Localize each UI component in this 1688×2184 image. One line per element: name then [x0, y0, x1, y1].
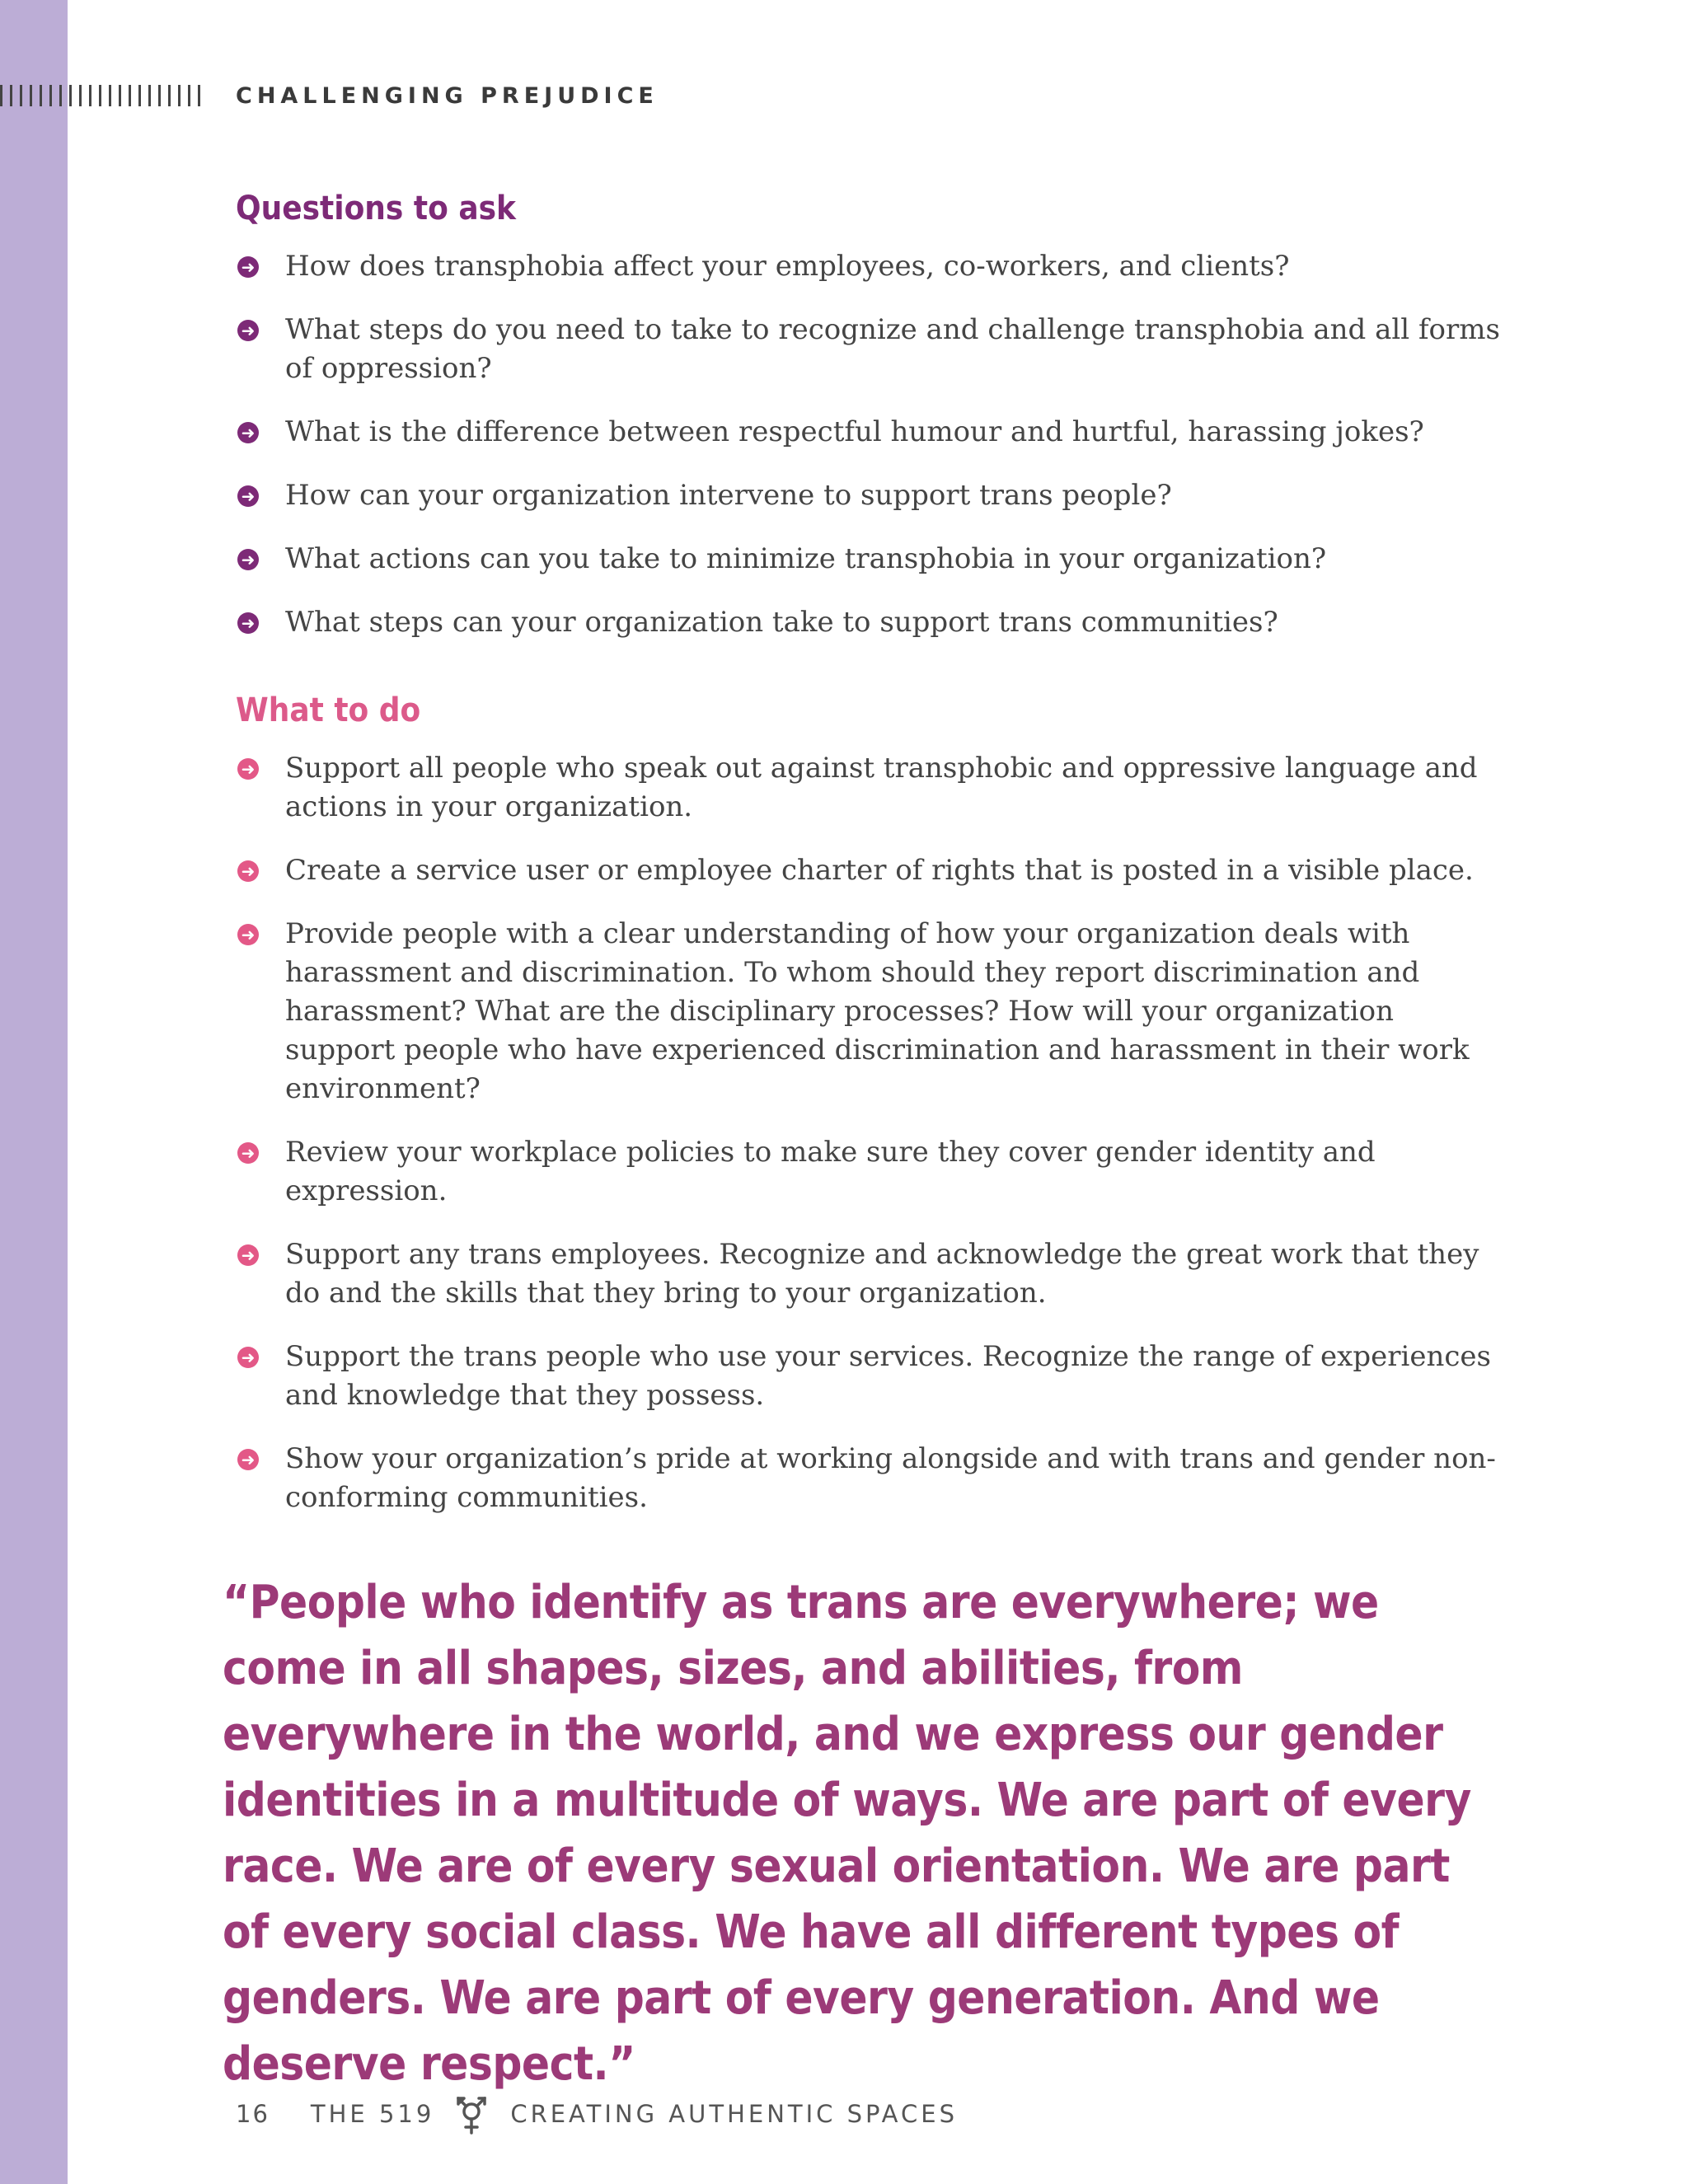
list-item: ➜ Show your organization’s pride at working alongside and with trans and gender non-conforming communities. [236, 1440, 1505, 1517]
running-header [0, 79, 659, 112]
decorative-side-bar [0, 0, 68, 2184]
arrow-circle-icon: ➜ [237, 1347, 259, 1368]
arrow-circle-icon: ➜ [237, 1142, 259, 1164]
page-number: 16 [236, 2100, 270, 2128]
arrow-circle-icon: ➜ [237, 1244, 259, 1266]
main-content [236, 190, 1505, 1542]
list-item: ➜ Provide people with a clear understanding of how your organization deals with harassment and discrimination. To whom should they report discrimination and harassment? What are the disciplinary processes? How will your organization support people who have experienced discrimination and harassment in their work environment? [236, 915, 1505, 1108]
arrow-circle-icon: ➜ [237, 1449, 259, 1470]
arrow-circle-icon: ➜ [237, 256, 259, 278]
list-item: ➜ Review your workplace policies to make sure they cover gender identity and expression. [236, 1133, 1505, 1211]
list-item: ➜ Create a service user or employee charter of rights that is posted in a visible place. [236, 851, 1505, 890]
list-item: ➜ Support the trans people who use your services. Recognize the range of experiences and knowledge that they possess. [236, 1338, 1505, 1415]
questions-heading: Questions to ask [236, 190, 516, 227]
list-item: ➜ How does transphobia affect your employees, co-workers, and clients? [236, 247, 1505, 286]
list-item: ➜ How can your organization intervene to support trans people? [236, 476, 1505, 515]
list-item: ➜ What is the difference between respectful humour and hurtful, harassing jokes? [236, 413, 1505, 452]
page-footer [236, 2092, 958, 2136]
list-item: ➜ What steps can your organization take to support trans communities? [236, 603, 1505, 642]
transgender-symbol-icon [452, 2092, 490, 2136]
what-to-do-heading: What to do [236, 691, 421, 729]
publication-title: CREATING AUTHENTIC SPACES [510, 2100, 958, 2128]
arrow-circle-icon: ➜ [237, 860, 259, 882]
arrow-circle-icon: ➜ [237, 549, 259, 570]
list-item: ➜ Support all people who speak out against transphobic and oppressive language and actions in your organization. [236, 749, 1505, 827]
list-item: ➜ What actions can you take to minimize transphobia in your organization? [236, 540, 1505, 579]
list-item: ➜ Support any trans employees. Recognize and acknowledge the great work that they do and the skills that they bring to your organization. [236, 1235, 1505, 1313]
arrow-circle-icon: ➜ [237, 612, 259, 634]
arrow-circle-icon: ➜ [237, 924, 259, 945]
arrow-circle-icon: ➜ [237, 485, 259, 507]
pull-quote: “People who identify as trans are everywhere; we come in all shapes, sizes, and abilities, from everywhere in the world, and we express our gender identities in a multitude of ways. We are part of every race. We are of every sexual orientation. We are part of every social class. We have all different types of genders. We are part of every generation. And we deserve respect.” [223, 1576, 1471, 2091]
arrow-circle-icon: ➜ [237, 758, 259, 780]
tick-marks-decoration [0, 85, 203, 106]
organization-name: THE 519 [310, 2100, 435, 2128]
what-to-do-list [236, 749, 1505, 1517]
questions-list [236, 247, 1505, 642]
arrow-circle-icon: ➜ [237, 320, 259, 341]
arrow-circle-icon: ➜ [237, 422, 259, 443]
section-title: CHALLENGING PREJUDICE [236, 82, 659, 109]
list-item: ➜ What steps do you need to take to recognize and challenge transphobia and all forms of oppression? [236, 311, 1505, 388]
